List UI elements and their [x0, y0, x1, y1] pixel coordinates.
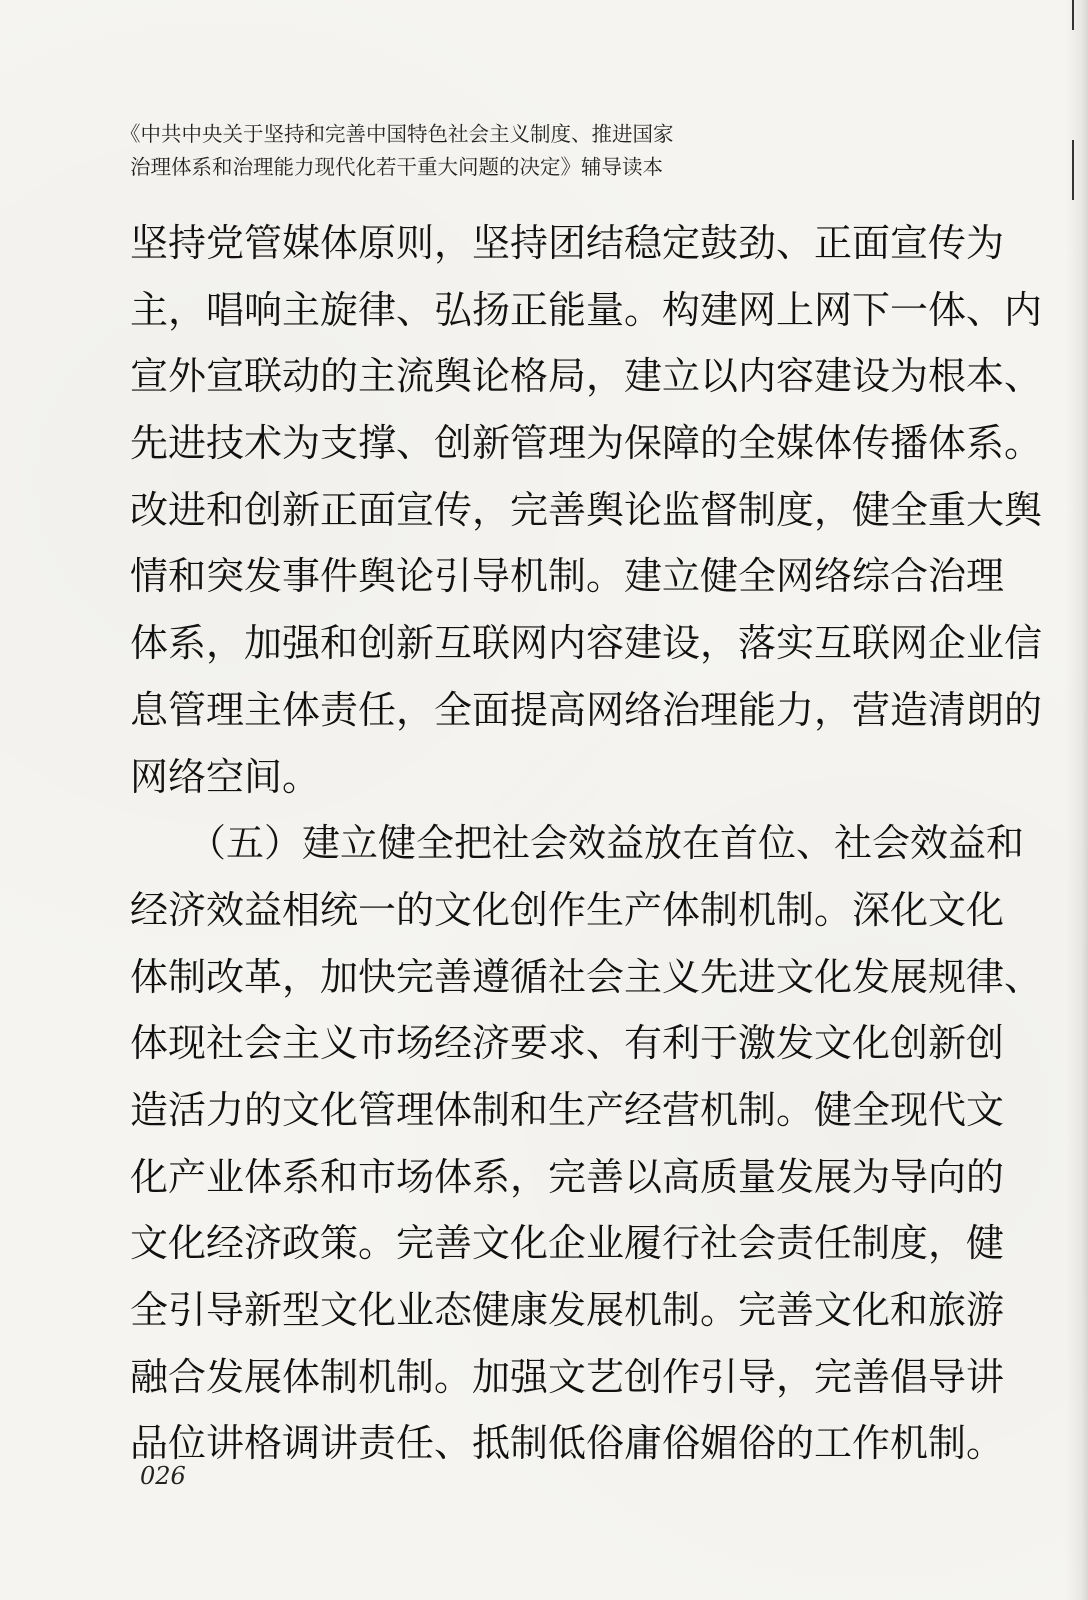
body-line: 体现社会主义市场经济要求、有利于激发文化创新创 [130, 1021, 1005, 1066]
body-line: 改进和创新正面宣传，完善舆论监督制度，健全重大舆 [130, 487, 1043, 532]
body-line: 网络空间。 [130, 754, 321, 799]
running-header-line-1: 《中共中央关于坚持和完善中国特色社会主义制度、推进国家 [120, 122, 674, 146]
edge-mark [1072, 0, 1074, 30]
body-line: 先进技术为支撑、创新管理为保障的全媒体传播体系。 [130, 421, 1043, 466]
running-header-line-2: 治理体系和治理能力现代化若干重大问题的决定》辅导读本 [130, 155, 663, 179]
body-line: 文化经济政策。完善文化企业履行社会责任制度，健 [130, 1221, 1005, 1266]
body-line: 体制改革，加快完善遵循社会主义先进文化发展规律、 [130, 954, 1043, 999]
edge-mark [1072, 140, 1074, 200]
body-line: 坚持党管媒体原则，坚持团结稳定鼓劲、正面宣传为 [130, 221, 1005, 265]
page-edge-shadow [1066, 0, 1088, 1600]
body-text [130, 210, 1043, 1477]
body-line: 体系，加强和创新互联网内容建设，落实互联网企业信 [130, 621, 1043, 666]
body-line: 化产业体系和市场体系，完善以高质量发展为导向的 [130, 1154, 1005, 1199]
section-heading-line: （五）建立健全把社会效益放在首位、社会效益和 [188, 821, 1025, 866]
body-line: 息管理主体责任，全面提高网络治理能力，营造清朗的 [130, 687, 1043, 732]
body-line: 品位讲格调讲责任、抵制低俗庸俗媚俗的工作机制。 [130, 1421, 1005, 1466]
body-line: 宣外宣联动的主流舆论格局，建立以内容建设为根本、 [130, 354, 1043, 399]
body-line: 主，唱响主旋律、弘扬正能量。构建网上网下一体、内 [130, 287, 1043, 332]
body-line: 经济效益相统一的文化创作生产体制机制。深化文化 [130, 887, 1005, 932]
body-line: 造活力的文化管理体制和生产经营机制。健全现代文 [130, 1087, 1005, 1132]
body-line: 情和突发事件舆论引导机制。建立健全网络综合治理 [130, 554, 1005, 599]
page-number: 026 [140, 1462, 186, 1490]
running-header [120, 118, 890, 184]
body-line: 融合发展体制机制。加强文艺创作引导，完善倡导讲 [130, 1354, 1005, 1399]
body-line: 全引导新型文化业态健康发展机制。完善文化和旅游 [130, 1288, 1005, 1332]
